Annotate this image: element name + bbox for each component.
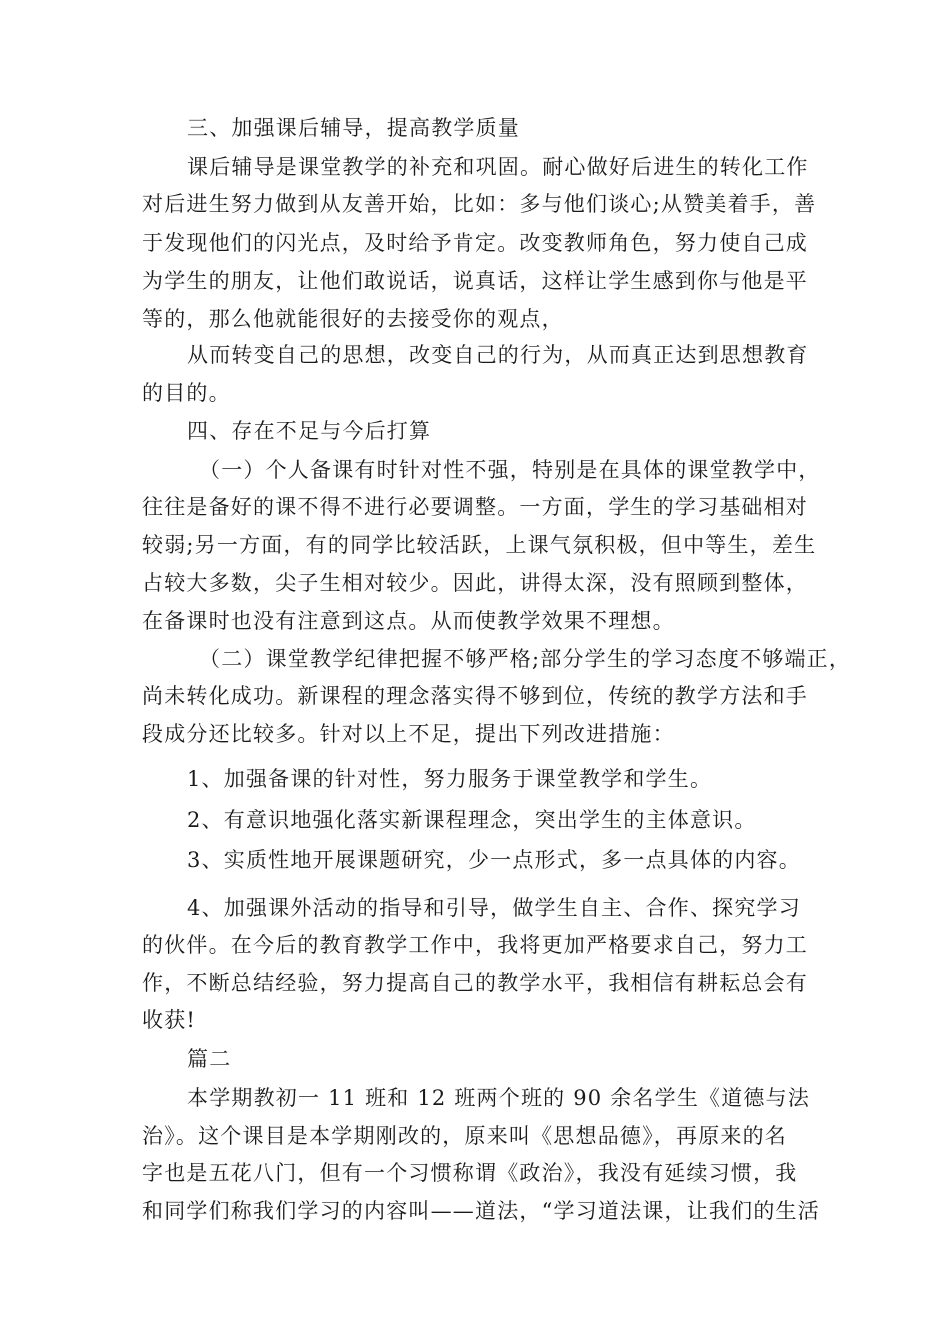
paragraph-line: 对后进生努力做到从友善开始，比如：多与他们谈心;从赞美着手，善 bbox=[142, 192, 817, 216]
section-heading-3: 三、加强课后辅导，提高教学质量 bbox=[187, 116, 520, 140]
paragraph-line: 收获! bbox=[142, 1008, 197, 1032]
paragraph-line: 往往是备好的课不得不进行必要调整。一方面，学生的学习基础相对 bbox=[142, 495, 808, 519]
list-item: 3、实质性地开展课题研究，少一点形式，多一点具体的内容。 bbox=[187, 848, 801, 872]
paragraph-line: 较弱;另一方面，有的同学比较活跃，上课气氛积极，但中等生，差生 bbox=[142, 533, 817, 557]
list-item: 1、加强备课的针对性，努力服务于课堂教学和学生。 bbox=[187, 767, 713, 791]
paragraph-line: 的目的。 bbox=[142, 381, 231, 405]
paragraph-line: 的伙伴。在今后的教育教学工作中，我将更加严格要求自己，努力工 bbox=[142, 933, 808, 957]
paragraph-line: 于发现他们的闪光点，及时给予肯定。改变教师角色，努力使自己成 bbox=[142, 231, 808, 255]
article-heading: 篇二 bbox=[187, 1047, 232, 1071]
paragraph-line: 尚未转化成功。新课程的理念落实得不够到位，传统的教学方法和手 bbox=[142, 684, 808, 708]
paragraph-line: 占较大多数，尖子生相对较少。因此，讲得太深，没有照顾到整体， bbox=[142, 571, 808, 595]
paragraph-line: 在备课时也没有注意到这点。从而使教学效果不理想。 bbox=[142, 609, 675, 633]
list-item: 4、加强课外活动的指导和引导，做学生自主、合作、探究学习 bbox=[187, 896, 801, 920]
section-heading-4: 四、存在不足与今后打算 bbox=[187, 419, 432, 443]
list-item: 2、有意识地强化落实新课程理念，突出学生的主体意识。 bbox=[187, 808, 757, 832]
paragraph-line: 作，不断总结经验，努力提高自己的教学水平，我相信有耕耘总会有 bbox=[142, 971, 808, 995]
paragraph-line: （二）课堂教学纪律把握不够严格;部分学生的学习态度不够端正， bbox=[199, 647, 852, 671]
paragraph-line: 治》。这个课目是本学期刚改的，原来叫《思想品德》，再原来的名 bbox=[142, 1124, 787, 1148]
paragraph-line: 为学生的朋友，让他们敢说话，说真话，这样让学生感到你与他是平 bbox=[142, 269, 808, 293]
paragraph-line: 从而转变自己的思想，改变自己的行为，从而真正达到思想教育 bbox=[187, 343, 809, 367]
paragraph-line: 和同学们称我们学习的内容叫——道法，“学习道法课，让我们的生活 bbox=[142, 1199, 820, 1223]
paragraph-line: 本学期教初一 11 班和 12 班两个班的 90 余名学生《道德与法 bbox=[187, 1086, 811, 1110]
paragraph-line: （一）个人备课有时针对性不强，特别是在具体的课堂教学中， bbox=[199, 458, 821, 482]
paragraph-line: 课后辅导是课堂教学的补充和巩固。耐心做好后进生的转化工作 bbox=[187, 155, 809, 179]
paragraph-line: 段成分还比较多。针对以上不足，提出下列改进措施： bbox=[142, 722, 675, 746]
paragraph-line: 等的，那么他就能很好的去接受你的观点， bbox=[142, 307, 564, 331]
paragraph-line: 字也是五花八门，但有一个习惯称谓《政治》，我没有延续习惯，我 bbox=[142, 1161, 798, 1185]
